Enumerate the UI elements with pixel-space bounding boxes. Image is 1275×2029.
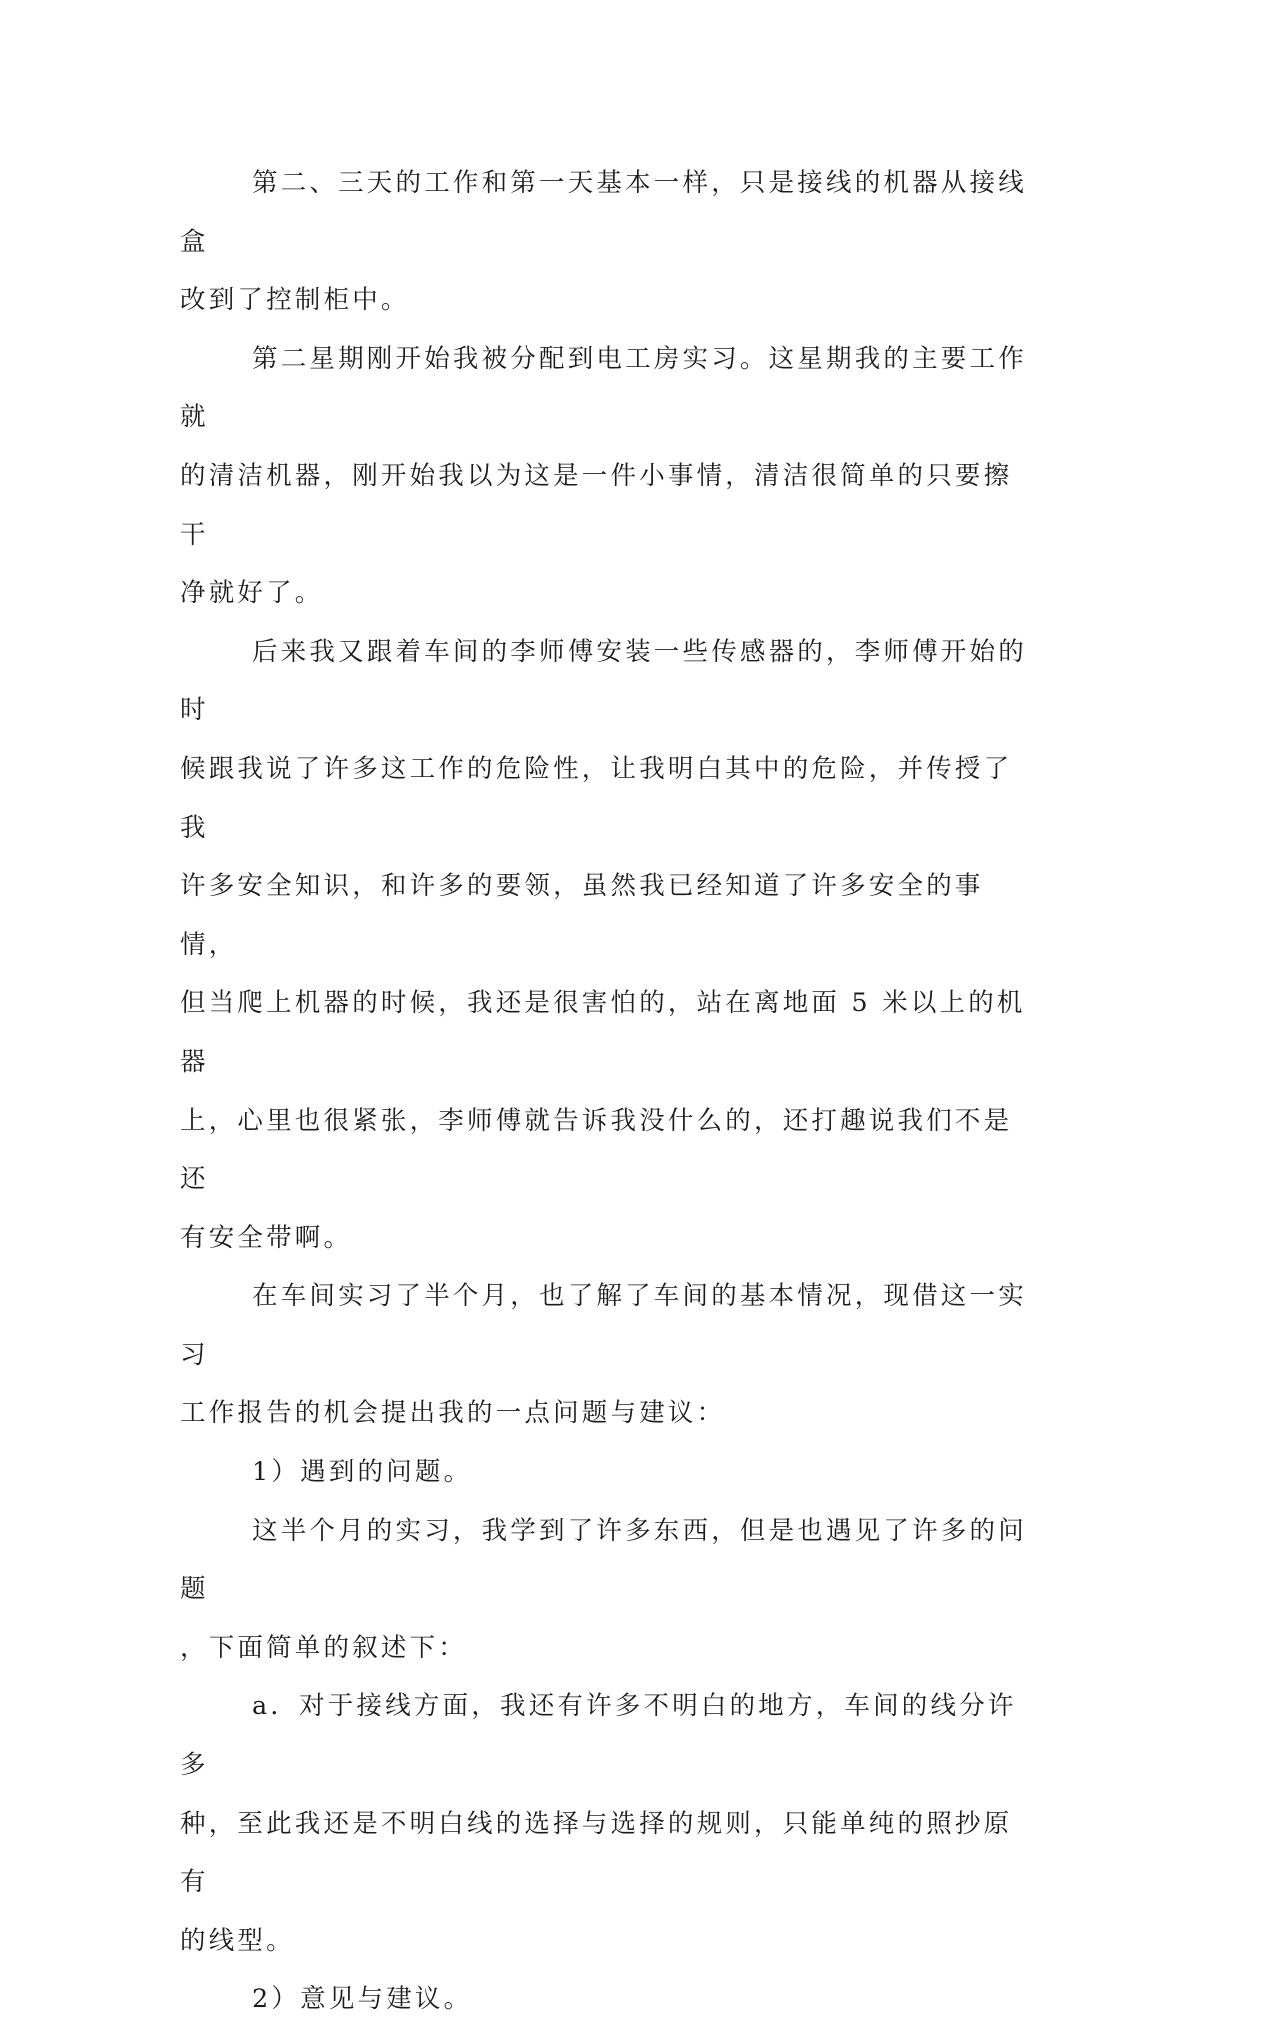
paragraph-problems-intro: 这半个月的实习，我学到了许多东西，但是也遇见了许多的问题 ，下面简单的叙述下： bbox=[180, 1515, 1027, 1663]
paragraph-days-two-three: 第二、三天的工作和第一天基本一样，只是接线的机器从接线盒 改到了控制柜中。 bbox=[180, 168, 1027, 316]
paragraph-wiring-issue: a．对于接线方面，我还有许多不明白的地方，车间的线分许多 种，至此我还是不明白线的选择与选择的规则，只能单纯的照抄原有 的线型。 bbox=[180, 1691, 1017, 1956]
heading-suggestions: 2）意见与建议。 bbox=[252, 1984, 473, 2015]
paragraph-sensor-install: 后来我又跟着车间的李师傅安装一些传感器的，李师傅开始的时 候跟我说了许多这工作的危险性，让我明白其中的危险，并传授了我 许多安全知识，和许多的要领，虽然我已经知道了许多安全的事情， 但当爬上机器的时候，我还是很害怕的，站在离地面 5 米以上的机器 上，心里也很紧张，李师傅就告诉我没什么的，还打趣说我们不是还 有安全带啊。 bbox=[180, 636, 1027, 1253]
document-body bbox=[180, 154, 1030, 2029]
heading-problems: 1）遇到的问题。 bbox=[252, 1457, 473, 1488]
paragraph-half-month: 在车间实习了半个月，也了解了车间的基本情况，现借这一实习 工作报告的机会提出我的一点问题与建议： bbox=[180, 1281, 1027, 1429]
paragraph-week-two: 第二星期刚开始我被分配到电工房实习。这星期我的主要工作就 的清洁机器，刚开始我以为这是一件小事情，清洁很简单的只要擦干 净就好了。 bbox=[180, 343, 1027, 609]
